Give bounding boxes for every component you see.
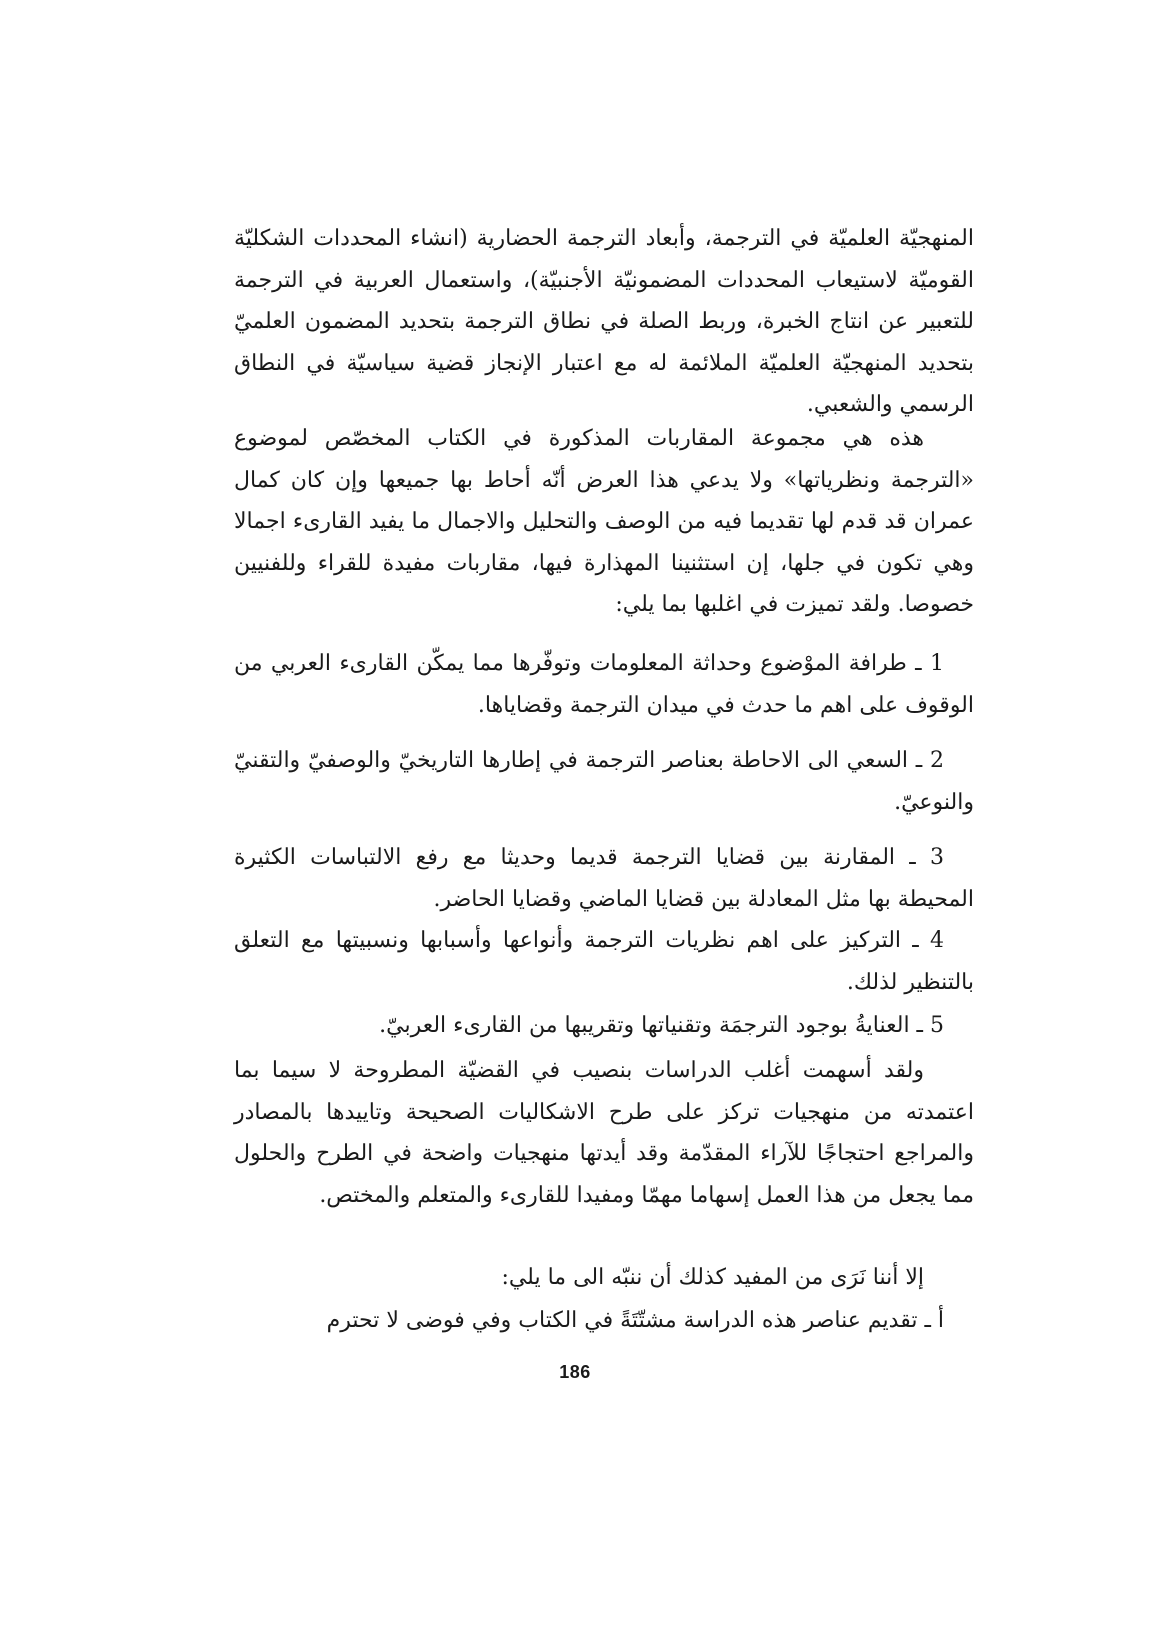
list-item-a: أ ـ تقديم عناصر هذه الدراسة مشتّتَةً في الكتاب وفي فوضى لا تحترم (326, 1308, 944, 1333)
list-item-5: 5 ـ العنايةُ بوجود الترجمَة وتقنياتها وتقريبها من القارىء العربيّ. (379, 1013, 944, 1038)
page-number: 186 (559, 1362, 591, 1382)
list-item-3: 3 ـ المقارنة بين قضايا الترجمة قديما وحديثا مع رفع الالتباسات الكثيرة المحيطة بها مثل المعادلة بين قضايا الماضي وقضايا الحاضر. (234, 845, 974, 912)
paragraph-note: إلا أننا نَرَى من المفيد كذلك أن ننبّه الى ما يلي: (501, 1265, 924, 1290)
list-item-1: 1 ـ طرافة الموْضوع وحداثة المعلومات وتوفّرها مما يمكّن القارىء العربي من الوقوف على اهم ما حدث في ميدان الترجمة وقضاياها. (234, 651, 974, 718)
paragraph-summary: هذه هي مجموعة المقاربات المذكورة في الكتاب المخصّص لموضوع «الترجمة ونظرياتها» ولا يدعي هذا العرض أنّه أحاط بها جميعها وإن كان كمال عمران قد قدم لها تقديما فيه من الوصف والتحليل والاجمال ما يفيد القارىء اجمالا وهي تكون في جلها، إن استثنينا المهذارة فيها، مقاربات مفيدة للقراء وللفنيين خصوصا. ولقد تميزت في اغلبها بما يلي: (234, 426, 974, 617)
paragraph-intro-continuation: المنهجيّة العلميّة في الترجمة، وأبعاد الترجمة الحضارية (انشاء المحددات الشكليّة القوميّة لاستيعاب المحددات المضمونيّة الأجنبيّة)، واستعمال العربية في الترجمة للتعبير عن انتاج الخبرة، وربط الصلة في نطاق الترجمة بتحديد المضمون العلميّ بتحديد المنهجيّة العلميّة الملائمة له مع اعتبار الإنجاز قضية سياسيّة في النطاق الرسمي والشعبي. (234, 226, 974, 417)
list-item-2: 2 ـ السعي الى الاحاطة بعناصر الترجمة في إطارها التاريخيّ والوصفيّ والتقنيّ والنوعيّ. (234, 748, 974, 815)
list-item-4: 4 ـ التركيز على اهم نظريات الترجمة وأنواعها وأسبابها ونسبيتها مع التعلق بالتنظير لذلك. (234, 928, 974, 995)
paragraph-contribution: ولقد أسهمت أغلب الدراسات بنصيب في القضيّة المطروحة لا سيما بما اعتمدته من منهجيات تركز على طرح الاشكاليات الصحيحة وتاييدها بالمصادر والمراجع احتجاجًا للآراء المقدّمة وقد أيدتها منهجيات واضحة في الطرح والحلول مما يجعل من هذا العمل إسهاما مهمّا ومفيدا للقارىء والمتعلم والمختص. (234, 1058, 975, 1208)
